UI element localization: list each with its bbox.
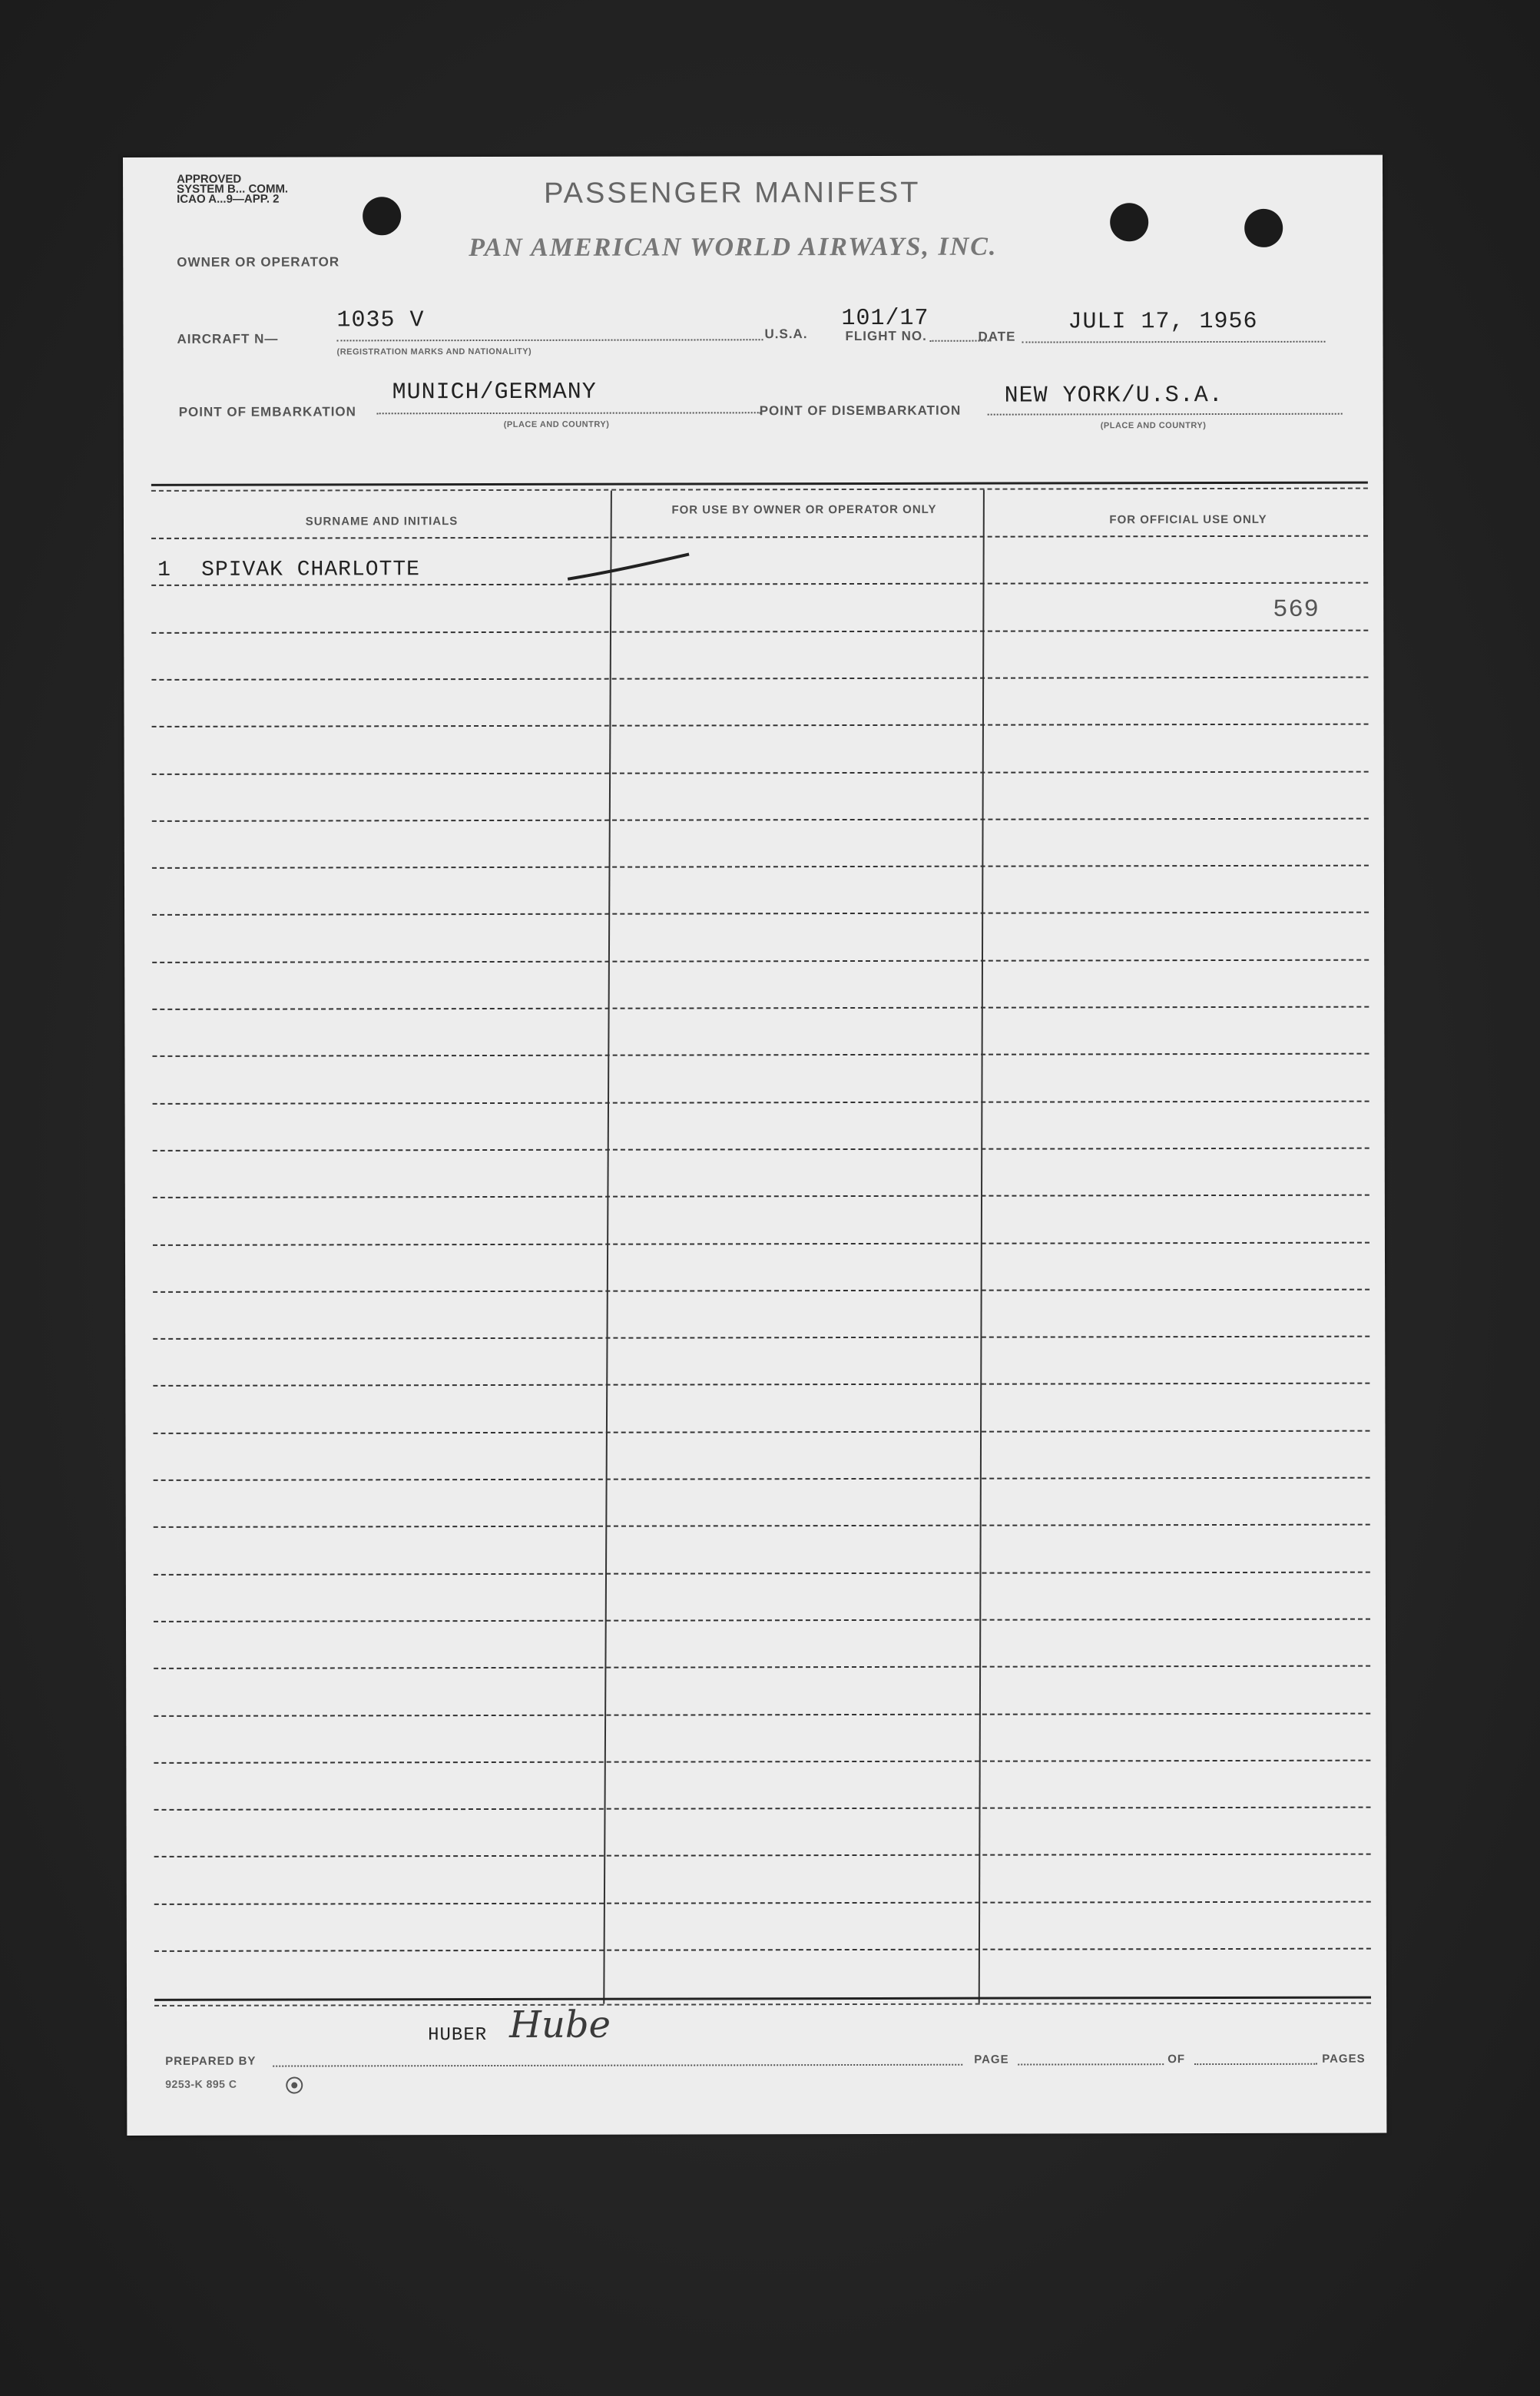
date-label: DATE: [978, 329, 1016, 344]
form-title: PASSENGER MANIFEST: [544, 176, 921, 210]
embarkation-value: MUNICH/GERMANY: [392, 379, 597, 406]
header-surname: SURNAME AND INITIALS: [305, 515, 459, 529]
row-rule: [152, 1053, 1369, 1057]
row-rule: [154, 1477, 1370, 1481]
date-value: JULI 17, 1956: [1068, 308, 1258, 336]
row-rule: [151, 535, 1368, 539]
row-rule: [151, 582, 1368, 586]
registration-caption: (REGISTRATION MARKS AND NATIONALITY): [336, 346, 532, 357]
row-rule: [152, 1006, 1369, 1010]
row-rule: [154, 1618, 1370, 1622]
row-rule: [151, 676, 1368, 680]
flight-no-value: 101/17: [841, 305, 929, 333]
row-rule: [153, 1383, 1369, 1387]
row-rule: [152, 912, 1369, 916]
approval-line-1: APPROVED: [177, 172, 242, 186]
aircraft-underline: [336, 339, 763, 341]
passenger-number: 1: [157, 558, 171, 582]
row-rule: [153, 1288, 1369, 1292]
date-underline: [1022, 341, 1326, 343]
page-underline: [1018, 2063, 1164, 2065]
row-rule: [151, 629, 1368, 633]
table-bottom-rule: [154, 1997, 1371, 2001]
punch-hole-middle: [1110, 203, 1148, 241]
row-rule: [153, 1147, 1369, 1151]
approval-block: [177, 174, 288, 204]
row-rule: [153, 1336, 1369, 1340]
passenger-table: [151, 482, 1371, 2013]
punch-hole-left: [363, 197, 401, 235]
manifest-form: [123, 155, 1386, 2136]
embarkation-label: POINT OF EMBARKATION: [178, 404, 356, 419]
page-label: PAGE: [974, 2053, 1009, 2066]
official-number: 569: [1273, 595, 1320, 624]
owner-operator-label: OWNER OR OPERATOR: [177, 254, 340, 270]
row-rule: [152, 817, 1369, 821]
table-bottom-rule-2: [154, 2003, 1371, 2007]
approval-line-2: SYSTEM B... COMM.: [177, 182, 289, 196]
row-rule: [152, 724, 1369, 727]
disembarkation-label: POINT OF DISEMBARKATION: [759, 403, 962, 419]
row-rule: [154, 1524, 1370, 1528]
disembarkation-value: NEW YORK/U.S.A.: [1004, 383, 1224, 409]
embarkation-underline: [377, 412, 761, 414]
header-official-use: FOR OFFICIAL USE ONLY: [1109, 512, 1267, 527]
row-rule: [153, 1100, 1369, 1104]
column-divider-2: [979, 490, 985, 2003]
signature: Hube: [509, 2003, 611, 2046]
prepared-by-underline: [273, 2064, 962, 2067]
prepared-by-name: HUBER: [428, 2025, 488, 2046]
aircraft-label: AIRCRAFT N—: [177, 331, 279, 346]
disembarkation-underline: [988, 413, 1343, 416]
row-rule: [154, 1665, 1370, 1669]
column-divider-1: [603, 491, 612, 2004]
embarkation-caption: (PLACE AND COUNTRY): [503, 419, 610, 429]
row-rule: [154, 1712, 1370, 1716]
row-rule: [152, 959, 1369, 963]
prepared-by-label: PREPARED BY: [165, 2054, 257, 2068]
flight-no-label: FLIGHT NO.: [845, 328, 927, 344]
of-label: OF: [1167, 2053, 1186, 2066]
header-owner-use: FOR USE BY OWNER OR OPERATOR ONLY: [671, 502, 937, 517]
row-rule: [152, 770, 1369, 774]
pages-label: PAGES: [1322, 2052, 1366, 2066]
row-rule: [154, 1759, 1370, 1763]
punch-hole-right: [1244, 209, 1283, 247]
owner-check-mark: [566, 540, 697, 586]
aircraft-value: 1035 V: [336, 307, 425, 334]
union-label-icon: [284, 2076, 304, 2096]
table-top-rule: [151, 482, 1368, 486]
row-rule: [154, 1571, 1370, 1575]
row-rule: [154, 1948, 1371, 1952]
row-rule: [154, 1854, 1371, 1857]
table-top-rule-2: [151, 488, 1368, 492]
form-number: 9253-K 895 C: [165, 2077, 237, 2090]
row-rule: [154, 1807, 1371, 1811]
approval-line-3: ICAO A...9—APP. 2: [177, 192, 280, 206]
row-rule: [153, 1241, 1369, 1245]
operator-name: PAN AMERICAN WORLD AIRWAYS, INC.: [469, 232, 998, 263]
disembarkation-caption: (PLACE AND COUNTRY): [1100, 421, 1207, 431]
passenger-name: SPIVAK CHARLOTTE: [201, 558, 421, 582]
row-rule: [153, 1430, 1369, 1433]
row-rule: [154, 1901, 1371, 1904]
row-rule: [152, 865, 1369, 869]
row-rule: [153, 1195, 1369, 1198]
usa-label: U.S.A.: [764, 326, 808, 342]
of-underline: [1194, 2063, 1317, 2065]
